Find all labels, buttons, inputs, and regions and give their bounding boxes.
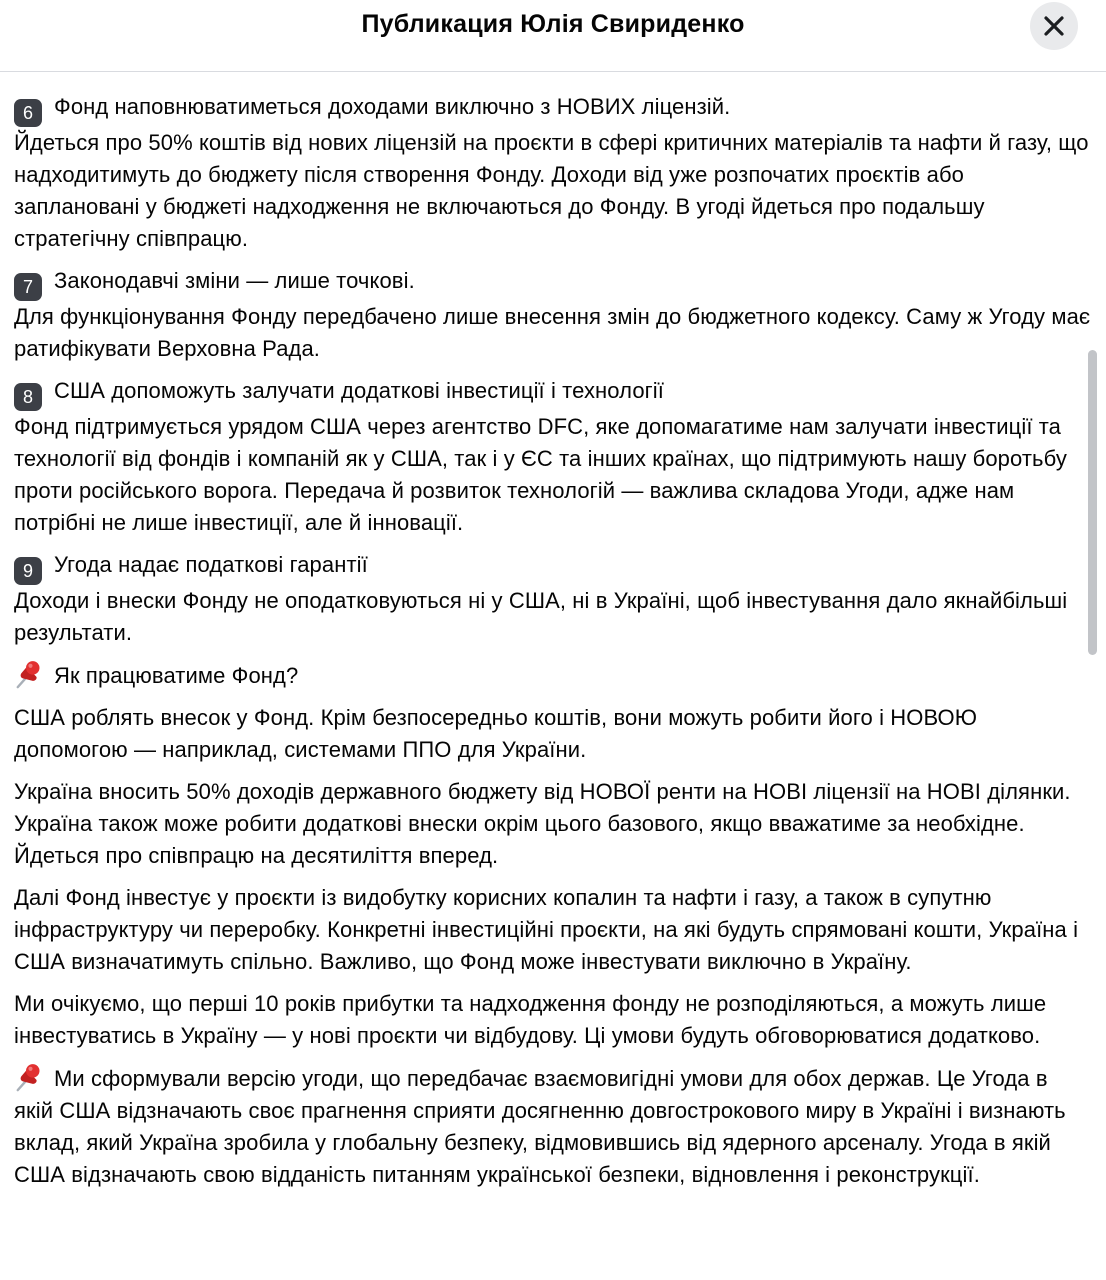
post-paragraph: Ми очікуємо, що перші 10 років прибутки та надходження фонду не розподіляються, а можуть лише інвестуватись в Україну — у нові проєкти чи відбудову. Ці умови будуть обговорюватися додатково. [14,991,1047,1048]
close-button[interactable] [1030,2,1078,50]
modal-header [0,0,1106,72]
post-paragraph: Україна вносить 50% доходів державного бюджету від НОВОЇ ренти на НОВІ ліцензії на НОВІ ділянки. Україна також може робити додаткові внески окрім цього базового, якщо вважатиме за необхідне. Йдеться про співпрацю на десятиліття вперед. [14,779,1071,868]
block-heading-text: Фонд наповнюватиметься доходами виключно з НОВИХ ліцензій. [54,94,731,119]
pin-heading [14,659,1092,692]
post-content [0,72,1106,1191]
block-heading [14,549,1092,585]
block-heading-text: США допоможуть залучати додаткові інвестиції і технології [54,378,665,403]
pin-heading-text: Як працюватиме Фонд? [54,663,299,688]
page-title: Публикация Юлія Свириденко [361,10,745,38]
post-paragraph: Далі Фонд інвестує у проєкти із видобутку корисних копалин та нафти і газу, а також в супутню інфраструктуру чи переробку. Конкретні інвестиційні проєкти, на які будуть спрямовані кошти, Україна і США визначатимуть спільно. Важливо, що Фонд може інвестувати виключно в Україну. [14,885,1079,974]
block-body-text: Йдеться про 50% коштів від нових ліцензій на проєкти в сфері критичних матеріалів та нафти й газу, що надходитимуть до бюджету після створення Фонду. Доходи від уже розпочатих проєктів або заплановані у бюджеті надходження не включаються до Фонду. В угоді йдеться про подальшу стратегічну співпрацю. [14,130,1089,251]
block-heading-text: Угода надає податкові гарантії [54,552,368,577]
keycap-6-icon: 6 [14,99,42,127]
post-block-9 [14,549,1092,649]
block-heading [14,265,1092,301]
pin-paragraph-text: Ми сформували версію угоди, що передбачає взаємовигідні умови для обох держав. Це Угода в якій США відзначають своє прагнення сприяти досягненню довгострокового миру в Україні і визнають вклад, який Україна зробила у глобальну безпеку, відмовившись від ядерного арсеналу. Угода в якій США відзначають свою відданість питанням української безпеки, відновлення і реконструкції. [14,1066,1066,1187]
scrollbar-thumb[interactable] [1088,350,1097,655]
pushpin-icon [14,1062,44,1092]
block-body-text: Фонд підтримується урядом США через агентство DFC, яке допомагатиме нам залучати інвестиції та технології від фондів і компаній як у США, так і у ЄС та інших країнах, що підтримують нашу боротьбу проти російського ворога. Передача й розвиток технологій — важлива складова Угоди, адже нам потрібні не лише інвестиції, але й інновації. [14,414,1067,535]
block-body-text: Доходи і внески Фонду не оподатковуються ні у США, ні в Україні, щоб інвестування дало якнайбільші результати. [14,588,1068,645]
pin-paragraph [14,1062,1092,1191]
post-block-6 [14,91,1092,255]
block-heading [14,375,1092,411]
keycap-8-icon: 8 [14,383,42,411]
keycap-7-icon: 7 [14,273,42,301]
block-body-text: Для функціонування Фонду передбачено лише внесення змін до бюджетного кодексу. Саму ж Угоду має ратифікувати Верховна Рада. [14,304,1091,361]
close-icon [1041,13,1067,39]
post-paragraph: США роблять внесок у Фонд. Крім безпосередньо коштів, вони можуть робити його і НОВОЮ допомогою — наприклад, системами ППО для України. [14,705,978,762]
keycap-9-icon: 9 [14,557,42,585]
pushpin-icon [14,659,44,689]
block-heading-text: Законодавчі зміни — лише точкові. [54,268,415,293]
post-block-8 [14,375,1092,539]
block-heading [14,91,1092,127]
post-block-7 [14,265,1092,365]
